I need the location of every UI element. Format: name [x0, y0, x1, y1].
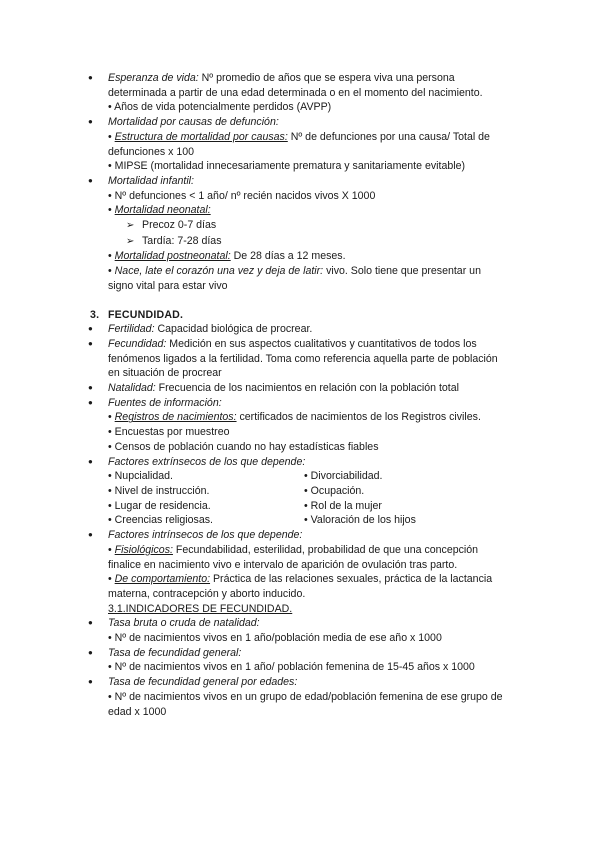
document-content [88, 71, 503, 719]
arrow-icon: ➢ [126, 220, 135, 232]
list-item-mortalidad-causas: ● Mortalidad por causas de defunción: • Estructura de mortalidad por causas: Nº de defunciones por una causa/ Total de defunciones x 100 • MIPSE (mortalidad innecesariamente prematura y sanitariamente evitable) [88, 116, 490, 173]
list-item-fuentes: ● Fuentes de información: • Registros de nacimientos: certificados de nacimientos de los Registros civiles. • Encuestas por muestreo • Censos de población cuando no hay estadísticas fiables [88, 396, 481, 453]
list-item-tasa-general: ● Tasa de fecundidad general: • Nº de nacimientos vivos en 1 año/ población femenina de 15-45 años x 1000 [88, 646, 475, 674]
bullet-icon: ● [88, 338, 93, 348]
list-item-tasa-bruta: ● Tasa bruta o cruda de natalidad: • Nº de nacimientos vivos en 1 año/población media de ese año x 1000 [88, 617, 442, 645]
bullet-icon: ● [88, 647, 93, 657]
bullet-icon: ● [88, 117, 93, 127]
list-item-tasa-edades: ● Tasa de fecundidad general por edades: • Nº de nacimientos vivos en un grupo de edad/población femenina de ese grupo de edad x 1000 [88, 676, 503, 718]
section-heading-fecundidad: 3. FECUNDIDAD. [90, 308, 184, 321]
sub-item-tardia: ➢ Tardía: 7-28 días [108, 234, 500, 250]
factores-extrinsecos-grid [108, 469, 500, 528]
bullet-icon: ● [88, 618, 93, 628]
bullet-icon: ● [88, 73, 93, 82]
bullet-icon: ● [88, 383, 93, 393]
bullet-icon: ● [88, 677, 93, 687]
list-item-fecundidad: ● Fecundidad: Medición en sus aspectos cualitativos y cuantitativos de todos los fenómenos ligados a la fertilidad. Toma como referencia aquella parte de población en situación de procrear [88, 337, 498, 380]
arrow-icon: ➢ [126, 235, 135, 247]
subsection-heading-indicadores: 3.1.INDICADORES DE FECUNDIDAD. [108, 602, 293, 615]
bullet-icon: ● [88, 324, 93, 334]
list-item-fertilidad: ● Fertilidad: Capacidad biológica de procrear. [88, 323, 313, 336]
bullet-icon: ● [88, 530, 93, 540]
list-item-factores-intrinsecos: ● Factores intrínsecos de los que depende: • Fisiológicos: Fecundabilidad, esterilidad, probabilidad de que una concepción finalice en nacimiento vivo e intervalo de aparición de ovulación tras parto. • De comportamiento: Práctica de las relaciones sexuales, práctica de la lactancia materna, contracepción y aborto inducido. 3.1.INDICADORES DE FECUNDIDAD. [88, 528, 500, 616]
bullet-icon: ● [88, 456, 93, 466]
bullet-icon: ● [88, 175, 93, 185]
factores-column-left: • Nupcialidad. • Nivel de instrucción. • Lugar de residencia. • Creencias religiosas. [108, 470, 213, 527]
list-item-factores-extrinsecos: ● Factores extrínsecos de los que depende: • Nupcialidad. • Nivel de instrucción. • Lugar de residencia. • Creencias religiosas. • Divorciabilidad. • Ocupación. • Rol de la mujer • Valoración de los hijos [88, 455, 500, 529]
list-item-mortalidad-infantil: ● Mortalidad infantil: • Nº defunciones < 1 año/ nº recién nacidos vivos X 1000 • Mortalidad neonatal: ➢ Precoz 0-7 días ➢ Tardía: 7-28 días • Mortalidad postneonatal: De 28 días a 12 meses. • Nace, late el corazón una vez y deja de latir: vivo. Solo tiene que presentar un signo vital para estar vivo [88, 174, 500, 294]
sub-item-precoz: ➢ Precoz 0-7 días [108, 218, 500, 234]
factores-column-right: • Divorciabilidad. • Ocupación. • Rol de la mujer • Valoración de los hijos [304, 470, 416, 527]
list-item-esperanza: ● Esperanza de vida: Nº promedio de años que se espera viva una persona determinada a partir de una edad determinada o en el momento del nacimiento. • Años de vida potencialmente perdidos (AVPP) [88, 72, 483, 114]
list-item-natalidad: ● Natalidad: Frecuencia de los nacimientos en relación con la población total [88, 382, 459, 395]
bullet-icon: ● [88, 397, 93, 407]
